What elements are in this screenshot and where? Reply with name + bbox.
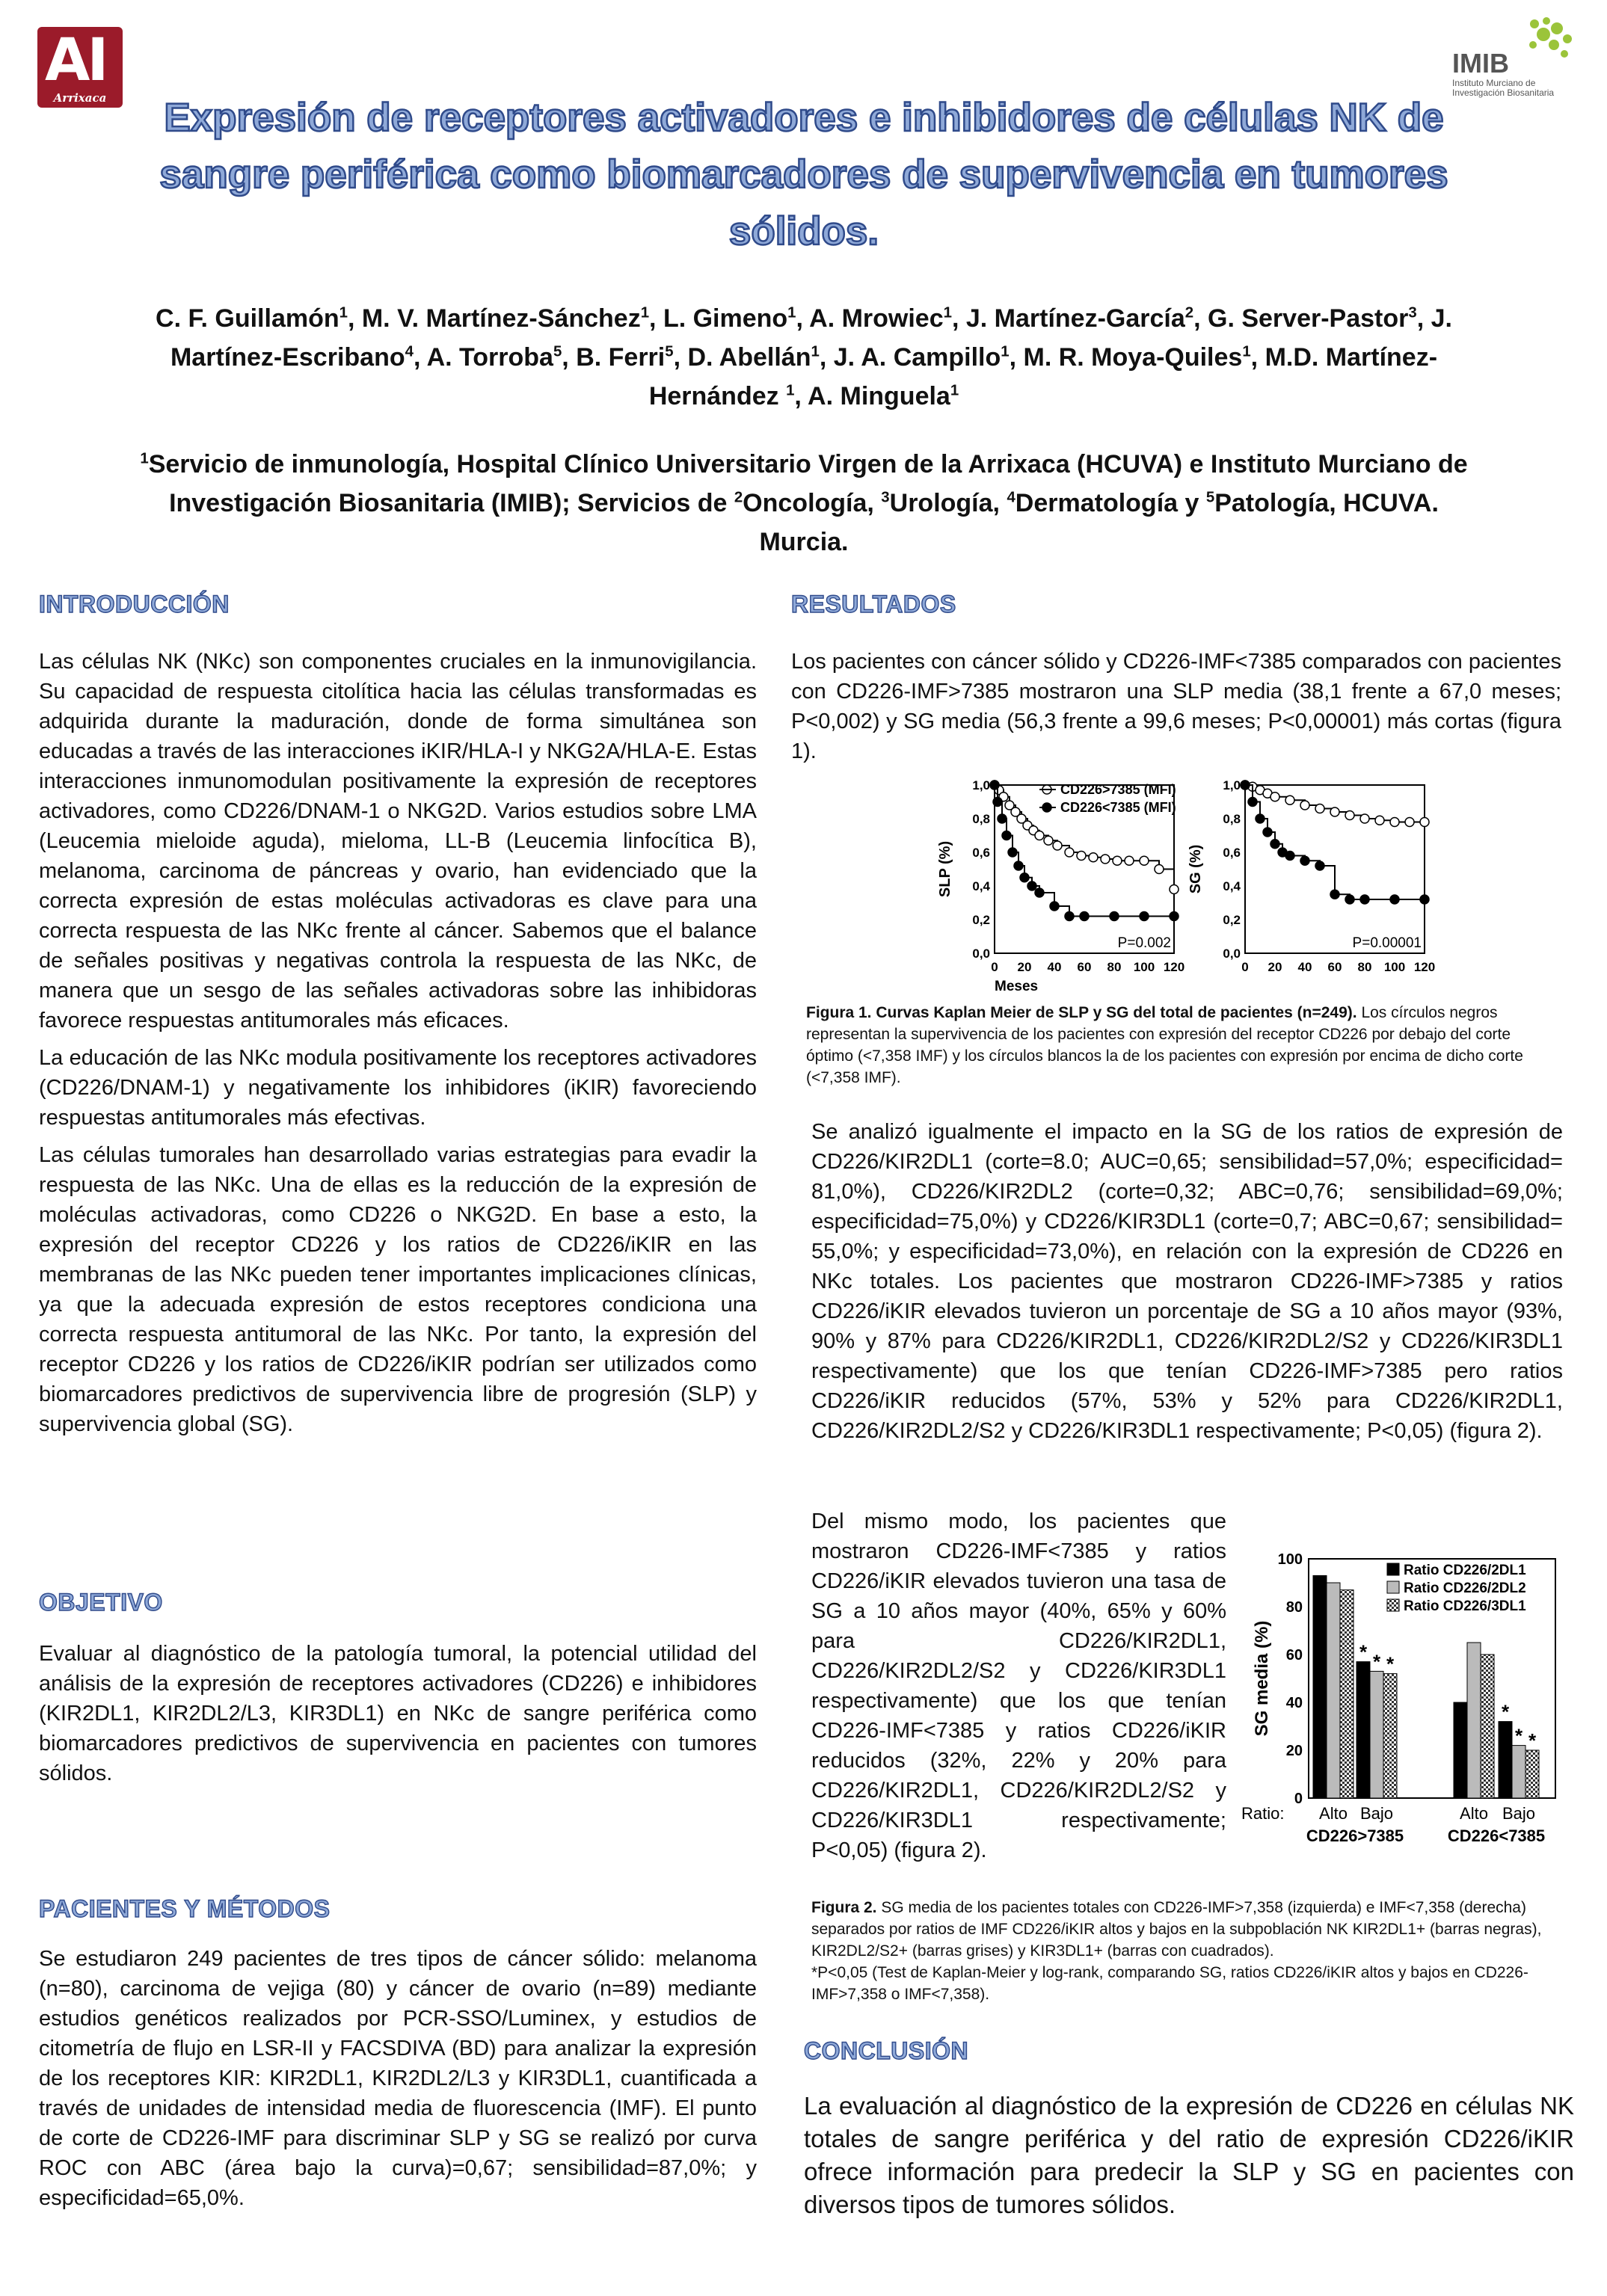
sg-data-point: [1300, 801, 1309, 810]
slp-data-point: [1050, 902, 1059, 911]
bar-legend-label: Ratio CD226/3DL1: [1404, 1598, 1526, 1614]
legend-label: CD226>7385 (MFI): [1060, 782, 1176, 797]
bar-x-tick-label: Bajo: [1359, 1804, 1394, 1823]
slp-data-point: [1035, 888, 1044, 897]
figure-2-caption: [811, 1897, 1563, 2005]
sg-p-value: P=0.00001: [1352, 935, 1422, 951]
sg-data-point: [1390, 895, 1399, 904]
imib-logo: [1451, 15, 1578, 97]
slp-x-axis-label: Meses: [995, 979, 1039, 994]
slp-data-point: [1101, 855, 1110, 864]
poster-title: Expresión de receptores activadores e inhibidores de células NK de sangre periférica como biomarcadores de supervivencia en tumores sólidos.: [159, 96, 1448, 253]
bar-legend-swatch: [1387, 1581, 1399, 1593]
figure-1-caption: [806, 1002, 1561, 1089]
sg-data-point: [1360, 895, 1369, 904]
figure-1-caption-text: Los círculos negros representan la supervivencia de los pacientes con expresión del receptor CD226 por debajo del corte óptimo (<7,358 IMF) y los círculos blancos la de los pacientes con expresión por encima de dicho corte (<7,358 IMF).: [806, 1004, 1523, 1086]
slp-data-point: [1125, 856, 1134, 865]
section-heading-resultados: RESULTADOS: [791, 591, 956, 618]
author-list: C. F. Guillamón$^1$, M. V. Martínez-Sánchez$^1$, L. Gimeno$^1$, A. Mrowiec$^1$, J. Martínez-García$^2$, G. Server-Pastor$^3$, J. Martínez-Escribano$^4$, A. Torroba$^5$, B. Ferri$^5$, D. Abellán$^1$, J. A. Campillo$^1$, M. R. Moya-Quiles$^1$, M.D. Martínez-Hernández $^1$, A. Minguela$^1$: [156, 304, 1452, 410]
intro-text: [39, 647, 757, 1447]
bar: [1340, 1590, 1353, 1798]
bar-legend-label: Ratio CD226/2DL2: [1404, 1581, 1526, 1596]
bar: [1512, 1746, 1525, 1798]
bar-y-tick-label: 80: [1285, 1599, 1303, 1616]
intro-paragraph-2: La educación de las NKc modula positivamente los receptores activadores (CD226/DNAM-1) y negativamente los inhibidores (iKIR) favoreciendo respuestas antitumorales más efectivas.: [39, 1046, 757, 1130]
sg-x-tick-label: 40: [1297, 960, 1312, 974]
section-heading-pacientes: PACIENTES Y MÉTODOS: [39, 1895, 331, 1922]
significance-marker: *: [1359, 1640, 1368, 1663]
sg-x-tick-label: 0: [1241, 960, 1249, 974]
figure-1-caption-title: Figura 1. Curvas Kaplan Meier de SLP y SG del total de pacientes (n=249).: [806, 1004, 1357, 1021]
slp-data-point: [1044, 836, 1053, 845]
sg-data-point: [1360, 814, 1369, 823]
sg-data-point: [1248, 798, 1257, 807]
sg-x-tick-label: 100: [1383, 960, 1406, 974]
bar-y-tick-label: 60: [1285, 1647, 1303, 1663]
sg-data-point: [1375, 816, 1384, 825]
figure-1-kaplan-meier: [935, 770, 1458, 1002]
sg-x-tick-label: 20: [1268, 960, 1282, 974]
sg-y-tick-label: 0,2: [1223, 913, 1241, 927]
intro-paragraph-1: Las células NK (NKc) son componentes cruciales en la inmunovigilancia. Su capacidad de respuesta citolítica hacia las células transformadas es adquirida durante la maduración, donde de forma simultánea son educadas a través de las interacciones iKIR/HLA-I y NKG2A/HLA-E. Estas interacciones inmunomodulan positivamente la expresión de receptores activadores, como CD226/DNAM-1 o NKG2D. Varios estudios sobre LMA (Leucemia mieloide aguda), mieloma, LL-B (Leucemia linfocítica B), melanoma, carcinoma de páncreas y ovario, han evidenciado que la correcta expresión de estas moléculas activadoras es clave para una correcta respuesta de las NKc frente al cáncer. Sabemos que el balance de señales positivas y negativas controla la respuesta de las NKc, de manera que un sesgo de las señales activadoras sobre las inhibidoras favorece respuestas antitumorales más eficaces.: [39, 650, 757, 1032]
intro-paragraph-3: Las células tumorales han desarrollado varias estrategias para evadir la respuesta de las NKc. Una de ellas es la reducción de la expresión de moléculas activadoras, como CD226 o NKG2D. En base a esto, la expresión del receptor CD226 y los ratios de CD226/iKIR en las membranas de las NKc pueden tener importantes implicaciones clínicas, ya que la adecuada expresión de estos receptores condiciona una correcta respuesta antitumoral de las NKc. Por tanto, la expresión del receptor CD226 y los ratios de CD226/iKIR podrían ser utilizados como biomarcadores predictivos de supervivencia libre de progresión (SLP) y supervivencia global (SG).: [39, 1143, 757, 1436]
significance-marker: *: [1528, 1729, 1537, 1752]
arrixaca-logo: [37, 27, 123, 108]
bar-legend-swatch: [1387, 1563, 1399, 1575]
bar-group-label: CD226<7385: [1447, 1826, 1546, 1845]
pacientes-text: Se estudiaron 249 pacientes de tres tipos de cáncer sólido: melanoma (n=80), carcinoma de vejiga (80) y cáncer de ovario (n=89) mediante estudios genéticos realizados por PCR-SSO/Luminex, y estudios de citometría de flujo en LSR-II y FACSDIVA (BD) para analizar la expresión de los receptores KIR: KIR2DL1, KIR2DL2/L3 y KIR3DL1, cuantificada a través de unidades de intensidad media de fluorescencia (IMF). El punto de corte de CD226-IMF para discriminar SLP y SG se realizó por curva ROC con ABC (área bajo la curva)=0,67; sensibilidad=87,0%; y especificidad=65,0%.: [39, 1947, 757, 2210]
affiliations: $^1$Servicio de inmunología, Hospital Clínico Universitario Virgen de la Arrixaca (HCUVA) e Instituto Murciano de Investigación Biosanitaria (IMIB); Servicios de $^2$Oncología, $^3$Urología, $^4$Dermatología y $^5$Patología, HCUVA. Murcia.: [140, 450, 1468, 556]
slp-data-point: [1170, 885, 1179, 894]
bar: [1481, 1655, 1494, 1798]
sg-data-point: [1256, 814, 1265, 823]
slp-data-point: [1077, 852, 1086, 861]
slp-y-tick-label: 0,6: [972, 846, 990, 860]
slp-p-value: P=0.002: [1117, 935, 1171, 951]
significance-marker: *: [1514, 1724, 1523, 1747]
sg-data-point: [1285, 795, 1294, 804]
slp-x-tick-label: 20: [1017, 960, 1032, 974]
sg-data-point: [1420, 895, 1429, 904]
bar-y-tick-label: 100: [1277, 1551, 1303, 1568]
slp-data-point: [1020, 873, 1029, 882]
slp-data-point: [1110, 912, 1119, 921]
ratio-label: Ratio:: [1241, 1804, 1285, 1823]
slp-data-point: [1155, 865, 1164, 874]
sg-data-point: [1420, 818, 1429, 827]
slp-x-tick-label: 0: [991, 960, 998, 974]
section-heading-objetivo: OBJETIVO: [39, 1589, 163, 1616]
sg-y-axis-label: SG (%): [1187, 844, 1204, 894]
slp-x-tick-label: 100: [1133, 960, 1155, 974]
objetivo-text: Evaluar al diagnóstico de la patología tumoral, la potencial utilidad del análisis de la expresión de receptores activadores (CD226) e inhibidores (KIR2DL1, KIR2DL2/L3, KIR3DL1) en NKc de sangre periférica como biomarcadores predictivos de supervivencia en pacientes con tumores sólidos.: [39, 1642, 757, 1785]
slp-data-point: [1140, 856, 1149, 865]
imib-logo-sub2: Investigación Biosanitaria: [1452, 87, 1555, 98]
bar-legend-label: Ratio CD226/2DL1: [1404, 1563, 1526, 1578]
sg-y-tick-label: 0,4: [1223, 879, 1241, 893]
slp-data-point: [1065, 848, 1074, 857]
slp-data-point: [1035, 831, 1044, 840]
sg-data-point: [1345, 895, 1354, 904]
slp-x-tick-label: 120: [1163, 960, 1185, 974]
bar-y-tick-label: 0: [1294, 1791, 1303, 1807]
bar: [1356, 1662, 1370, 1798]
bar-x-tick-label: Bajo: [1502, 1804, 1536, 1823]
slp-data-point: [1014, 861, 1023, 870]
figure-2-bar-chart: [1241, 1533, 1570, 1847]
slp-y-axis-label: SLP (%): [937, 840, 953, 898]
sg-x-tick-label: 80: [1357, 960, 1372, 974]
sg-data-point: [1405, 818, 1414, 827]
bar: [1499, 1722, 1512, 1798]
bar: [1525, 1750, 1539, 1798]
bar: [1370, 1671, 1383, 1798]
bar-x-tick-label: Alto: [1319, 1804, 1348, 1823]
slp-y-tick-label: 0,4: [972, 879, 990, 893]
bar-y-tick-label: 20: [1285, 1743, 1303, 1759]
bar-group-label: CD226>7385: [1306, 1826, 1404, 1845]
bar-x-tick-label: Alto: [1460, 1804, 1488, 1823]
resultados-paragraph-1: Los pacientes con cáncer sólido y CD226-IMF<7385 comparados con pacientes con CD226-IMF>7385 mostraron una SLP media (38,1 frente a 67,0 meses; P<0,002) y SG media (56,3 frente a 99,6 meses; P<0,00001) más cortas (figura 1).: [791, 650, 1561, 763]
slp-y-tick-label: 0,8: [972, 812, 990, 826]
sg-y-tick-label: 0,6: [1223, 846, 1241, 860]
resultados-paragraph-2: Se analizó igualmente el impacto en la SG de los ratios de expresión de CD226/KIR2DL1 (corte=8.0; AUC=0,65; sensibilidad=57,0%; especificidad= 81,0%), CD226/KIR2DL2 (corte=0,32; ABC=0,76; sensibilidad=69,0%; especificidad=75,0%) y CD226/KIR3DL1 (corte=0,7; ABC=0,67; sensibilidad= 55,0%; y especificidad=73,0%), en relación con la expresión de CD226 en NKc totales. Los pacientes que mostraron CD226-IMF>7385 y ratios CD226/iKIR elevados tuvieron un porcentaje de SG a 10 años mayor (93%, 90% y 87% para CD226/KIR2DL1, CD226/KIR2DL2/S2 y CD226/KIR3DL1 respectivamente) que los que tenían CD226-IMF>7385 pero ratios CD226/iKIR reducidos (57%, 53% y 52% para CD226/KIR2DL1, CD226/KIR2DL2/S2 y CD226/KIR3DL1 respectivamente; P<0,05) (figura 2).: [811, 1120, 1563, 1443]
bar-y-axis-label: SG media (%): [1252, 1620, 1272, 1737]
slp-data-point: [1002, 831, 1011, 840]
resultados-paragraph-3: Del mismo modo, los pacientes que mostraron CD226-IMF<7385 y ratios CD226/iKIR elevados tuvieron una tasa de SG a 10 años mayor (40%, 65% y 60% para CD226/KIR2DL1, CD226/KIR2DL2/S2 y CD226/KIR3DL1 respectivamente) que los que tenían CD226-IMF<7385 y ratios CD226/iKIR reducidos (32%, 22% y 20% para CD226/KIR2DL1, CD226/KIR2DL2/S2 y CD226/KIR3DL1 respectivamente; P<0,05) (figura 2).: [811, 1509, 1226, 1862]
figure-2-caption-text: SG media de los pacientes totales con CD226-IMF>7,358 (izquierda) e IMF<7,358 (derecha) separados por ratios de IMF CD226/iKIR altos y bajos en la subpoblación NK KIR2DL1+ (barras negras), KIR2DL2/S2+ (barras grises) y KIR3DL1+ (barras con cuadrados).: [811, 1899, 1542, 1960]
slp-data-point: [1113, 856, 1122, 865]
slp-data-point: [1008, 848, 1017, 857]
slp-data-point: [1170, 912, 1179, 921]
sg-data-point: [1330, 890, 1339, 899]
figure-2-note: *P<0,05 (Test de Kaplan-Meier y log-rank, comparando SG, ratios CD226/iKIR altos y bajos en CD226-IMF>7,358 o IMF<7,358).: [811, 1964, 1528, 2003]
sg-data-point: [1270, 840, 1279, 849]
slp-x-tick-label: 80: [1107, 960, 1122, 974]
sg-data-point: [1315, 861, 1324, 870]
slp-data-point: [1089, 853, 1098, 862]
bar: [1467, 1643, 1481, 1798]
slp-data-point: [993, 798, 1002, 807]
bar-y-tick-label: 40: [1285, 1695, 1303, 1711]
sg-y-tick-label: 0,8: [1223, 812, 1241, 826]
slp-data-point: [990, 781, 999, 790]
slp-x-tick-label: 40: [1047, 960, 1062, 974]
slp-y-tick-label: 0,2: [972, 913, 990, 927]
imib-logo-text: IMIB: [1452, 48, 1509, 79]
sg-data-point: [1241, 781, 1250, 790]
sg-data-point: [1300, 856, 1309, 865]
conclusion-text: La evaluación al diagnóstico de la expresión de CD226 en células NK totales de sangre periférica y del ratio de expresión CD226/iKIR ofrece información para predecir la SLP y SG en pacientes con diversos tipos de tumores sólidos.: [804, 2092, 1574, 2218]
logo-ai-subtext: Arrixaca: [53, 91, 107, 105]
bar: [1327, 1583, 1340, 1798]
slp-data-point: [1053, 841, 1062, 850]
slp-data-point: [1027, 881, 1036, 890]
sg-data-point: [1270, 792, 1279, 801]
sg-data-point: [1330, 807, 1339, 816]
significance-marker: *: [1372, 1650, 1381, 1673]
sg-data-point: [1263, 828, 1272, 837]
slp-data-point: [1080, 912, 1089, 921]
imib-logo-sub1: Instituto Murciano de: [1452, 78, 1536, 88]
sg-data-point: [1390, 818, 1399, 827]
slp-data-point: [998, 814, 1007, 823]
sg-data-point: [1285, 852, 1294, 861]
sg-y-tick-label: 0,0: [1223, 947, 1241, 961]
significance-marker: *: [1386, 1652, 1395, 1675]
section-heading-intro: INTRODUCCIÓN: [39, 591, 230, 618]
figure-2-caption-title: Figura 2.: [811, 1899, 877, 1916]
section-heading-conclusion: CONCLUSIÓN: [804, 2037, 969, 2064]
bar: [1313, 1575, 1327, 1798]
logo-ai-text: AI: [45, 27, 106, 94]
slp-data-point: [1140, 912, 1149, 921]
slp-y-tick-label: 1,0: [972, 778, 990, 792]
bar: [1454, 1702, 1467, 1798]
bar: [1383, 1674, 1397, 1798]
slp-data-point: [1065, 912, 1074, 921]
sg-data-point: [1315, 804, 1324, 813]
slp-x-tick-label: 60: [1077, 960, 1092, 974]
legend-label: CD226<7385 (MFI): [1060, 800, 1176, 815]
sg-x-tick-label: 60: [1327, 960, 1342, 974]
sg-data-point: [1345, 811, 1354, 820]
sg-x-tick-label: 120: [1413, 960, 1436, 974]
slp-y-tick-label: 0,0: [972, 947, 990, 961]
sg-y-tick-label: 1,0: [1223, 778, 1241, 792]
bar-legend-swatch: [1387, 1599, 1399, 1611]
significance-marker: *: [1501, 1700, 1510, 1723]
